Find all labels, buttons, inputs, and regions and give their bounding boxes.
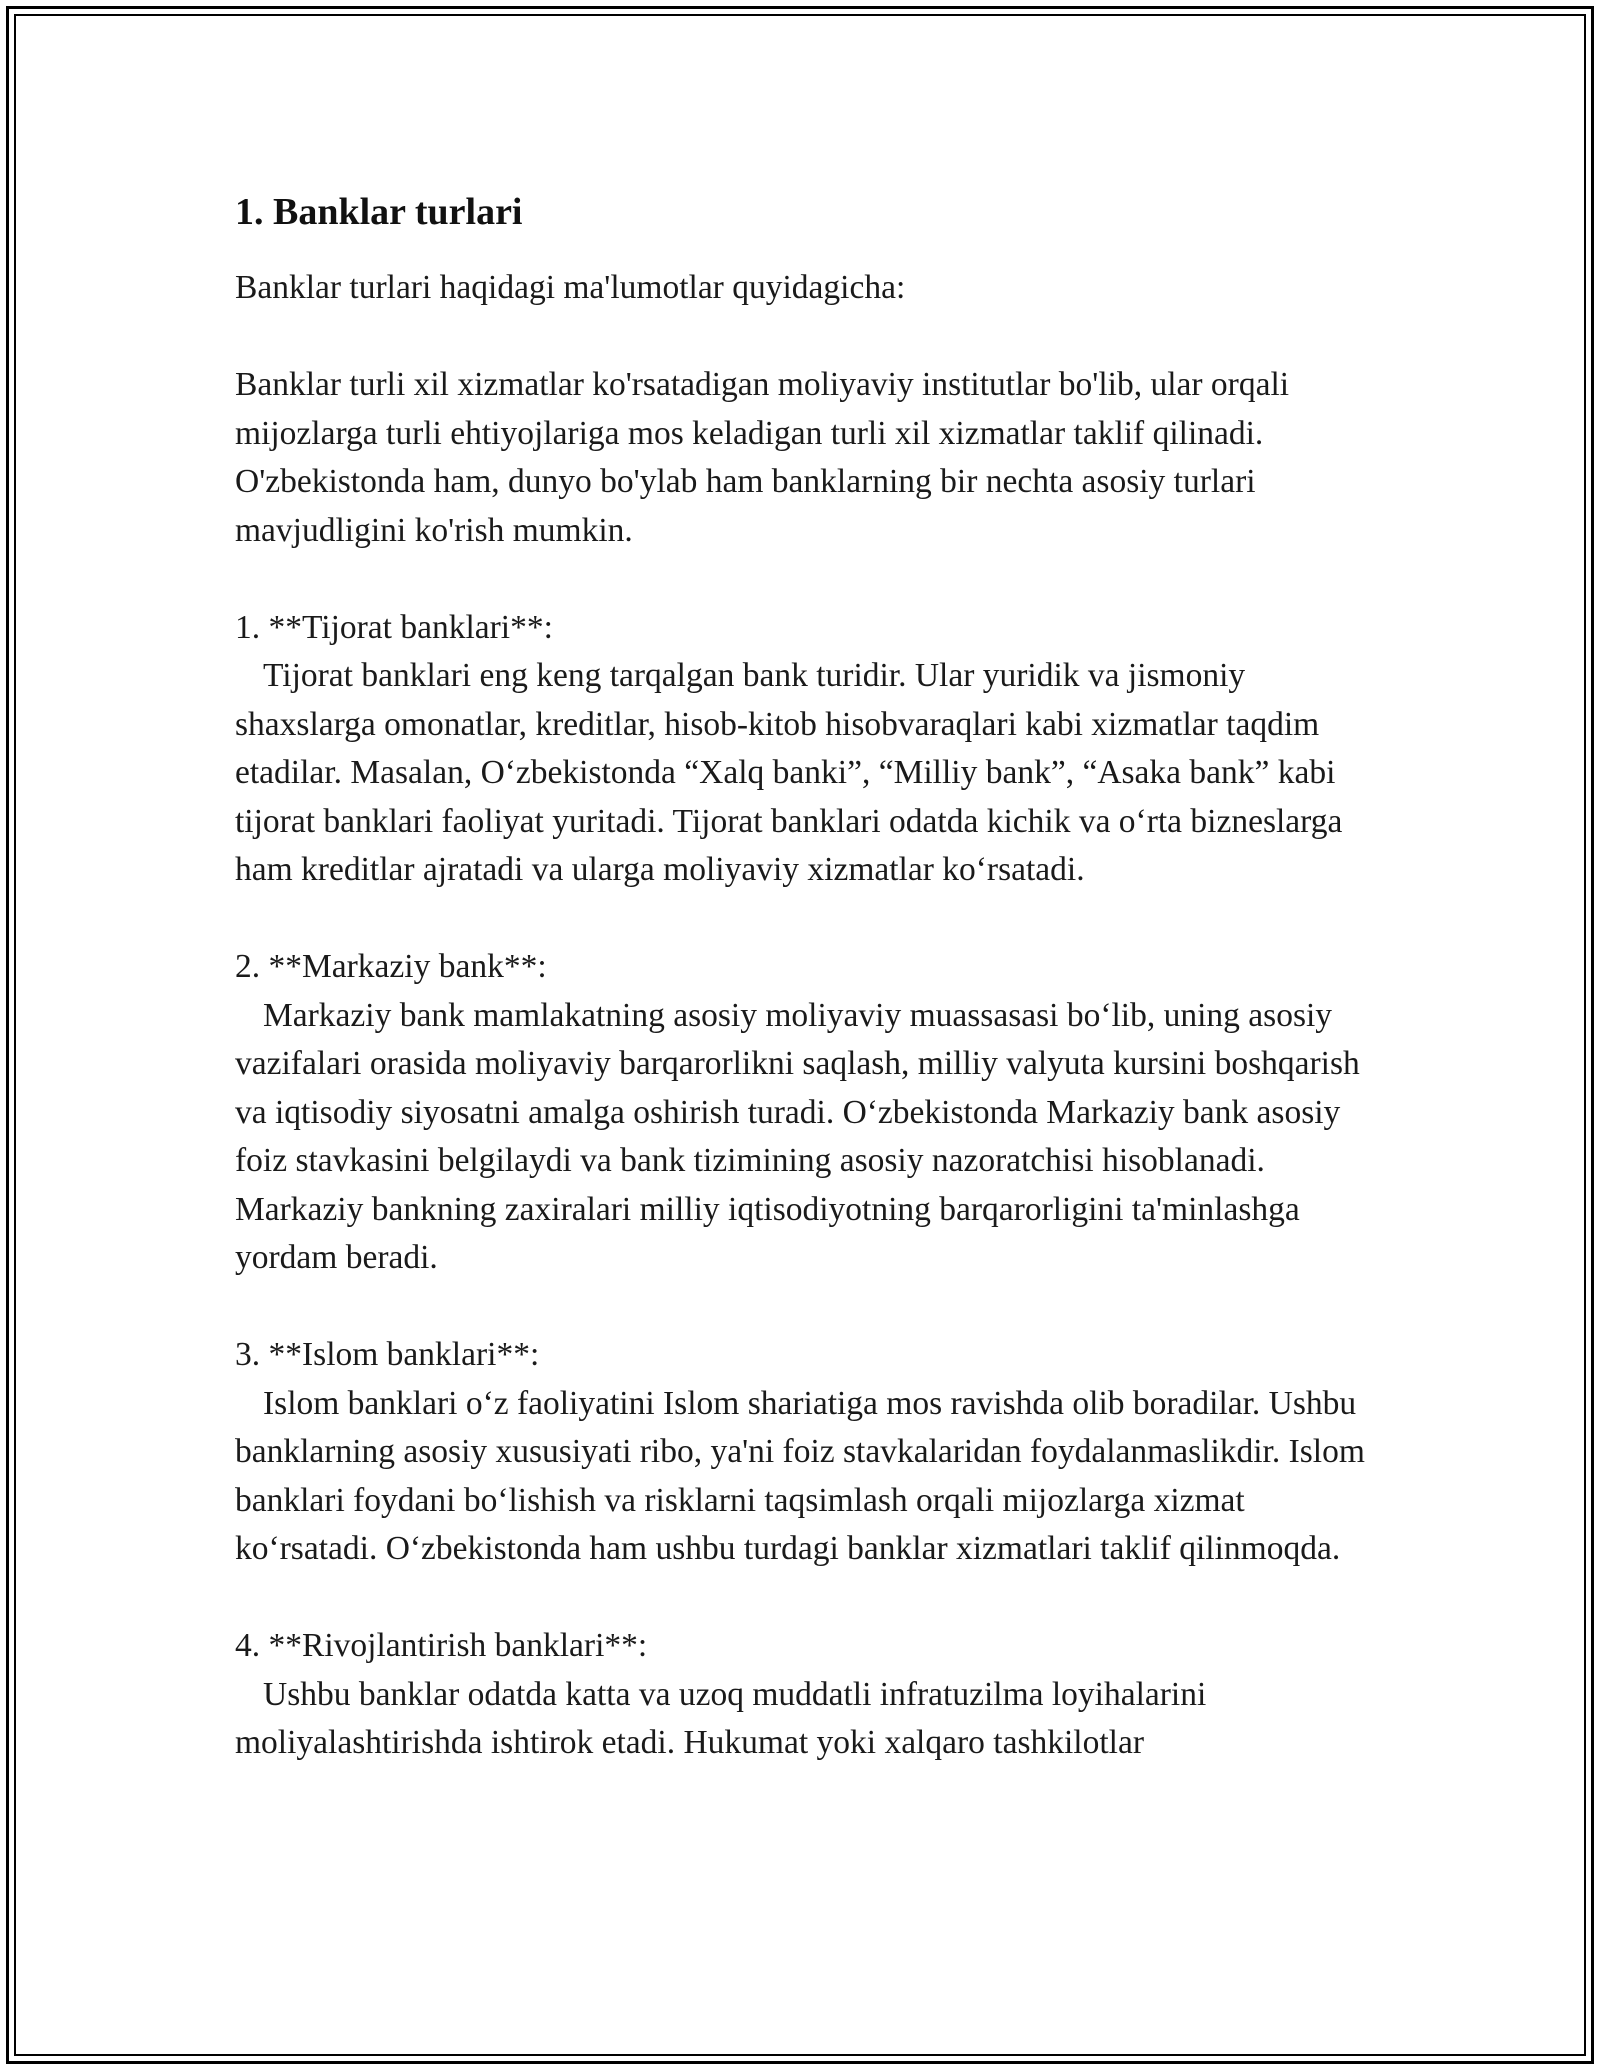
- section-body: Ushbu banklar odatda katta va uzoq muddatli infratuzilma loyihalarini moliyalashtirishda ishtirok etadi. Hukumat yoki xalqaro tashkilotlar: [235, 1675, 1207, 1762]
- section-markaziy-bank: [235, 943, 1365, 1282]
- document-heading: 1. Banklar turlari: [235, 191, 523, 233]
- intro-line: Banklar turlari haqidagi ma'lumotlar quyidagicha:: [235, 269, 906, 306]
- section-body: Tijorat banklari eng keng tarqalgan bank turidir. Ular yuridik va jismoniy shaxslarga omonatlar, kreditlar, hisob-kitob hisobvaraqlari kabi xizmatlar taqdim etadilar. Masalan, O‘zbekistonda “Xalq banki”, “Milliy bank”, “Asaka bank” kabi tijorat banklari faoliyat yuritadi. Tijorat banklari odatda kichik va o‘rta bizneslarga ham kreditlar ajratadi va ularga moliyaviy xizmatlar ko‘rsatadi.: [235, 657, 1343, 889]
- document-page: [235, 180, 1365, 1768]
- section-islom-banklari: [235, 1331, 1365, 1573]
- overview-paragraph: Banklar turli xil xizmatlar ko'rsatadigan moliyaviy institutlar bo'lib, ular orqali mijozlarga turli ehtiyojlariga mos keladigan turli xil xizmatlar taklif qilinadi. O'zbekistonda ham, dunyo bo'ylab ham banklarning bir nechta asosiy turlari mavjudligini ko'rish mumkin.: [235, 366, 1290, 549]
- section-body: Markaziy bank mamlakatning asosiy moliyaviy muassasasi bo‘lib, uning asosiy vazifalari orasida moliyaviy barqarorlikni saqlash, milliy valyuta kursini boshqarish va iqtisodiy siyosatni amalga oshirish turadi. O‘zbekistonda Markaziy bank asosiy foiz stavkasini belgilaydi va bank tizimining asosiy nazoratchisi hisoblanadi. Markaziy bankning zaxiralari milliy iqtisodiyotning barqarorligini ta'minlashga yordam beradi.: [235, 996, 1360, 1276]
- section-tijorat-banklari: [235, 604, 1365, 894]
- section-title: 4. **Rivojlantirish banklari**:: [235, 1627, 648, 1665]
- section-title: 2. **Markaziy bank**:: [235, 948, 547, 986]
- section-body: Islom banklari o‘z faoliyatini Islom shariatiga mos ravishda olib boradilar. Ushbu banklarning asosiy xususiyati ribo, ya'ni foiz stavkalaridan foydalanmaslikdir. Islom banklari foydani bo‘lishish va risklarni taqsimlash orqali mijozlarga xizmat ko‘rsatadi. O‘zbekistonda ham ushbu turdagi banklar xizmatlari taklif qilinmoqda.: [235, 1384, 1365, 1567]
- section-title: 3. **Islom banklari**:: [235, 1336, 540, 1374]
- section-title: 1. **Tijorat banklari**:: [235, 609, 553, 647]
- section-rivojlantirish-banklari: [235, 1622, 1365, 1767]
